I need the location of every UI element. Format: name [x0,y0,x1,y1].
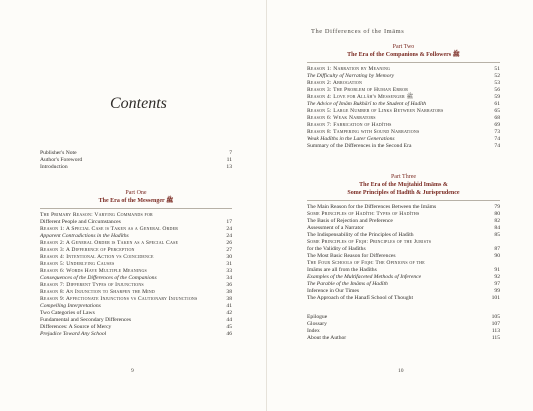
part-one-heading: The Era of the Messenger ﷺ [98,198,174,204]
divider [40,208,232,209]
left-folio: 9 [131,368,134,374]
part-three-heading-line1: The Era of the Mujtahid Imāms & [359,182,448,188]
part-three-heading-line2: Some Principles of Hadīth & Jurisprudence [347,190,460,196]
left-page: Contents Publisher's Note 7 Author's Foreword 11 Introduction 13 Part One The Era of the Messenger ﷺ The Primary Reason: Varying Commands for Different People and Circumstances 17 Reason 1: A Special Case is Taken as a General Order 24 Apparent Contradictions in the Hadīths 24 Reason 2: A General Order is Taken as a Special Case 26 Reason 3: A Difference of Perception 27 Reason 4: Intentional Action vs Coincidence 30 Reason 5: Underlying Causes 31 Reason 6: Words Have Multiple Meanings 33 Consequences of the Differences of the Companions 34 Reason 7: Different Types of Injunctions 36 Reason 8: An Injunction to Sharpen the Mind 38 Reason 9: Affectionate Injunctions vs Cautionary Injunctions 38 Compelling Interpretations 41 Two Categories of Laws 42 Fundamental and Secondary Differences 44 Differences: A Source of Mercy 45 Prejudice Toward Any School 46 9 [40,95,232,374]
divider [307,62,500,63]
running-head: The Differences of the Imāms [311,28,405,35]
contents-title: Contents [110,95,167,112]
part-two-label: Part Two [392,44,415,50]
part-two-heading: The Era of the Companions & Followers ﷺ [347,52,460,58]
divider [307,200,500,201]
part-one-label: Part One [125,190,147,196]
right-folio: 10 [398,368,404,374]
right-page: The Differences of the Imāms Part Two The Era of the Companions & Followers ﷺ Reason 1: Narration by Meaning 51 The Difficulty of Narrating by Memory 52 Reason 2: Abrogation 53 Reason 3: The Problem of Human Error 56 Reason 4: Love for Allāh's Messenger ﷺ 59 The Advice of Imām Bukhārī to the Student of Hadīth 61 Reason 5: Large Number of Links Between Narrators 65 Reason 6: Weak Narrators 68 Reason 7: Fabrication of Hadīths 69 Reason 8: Tampering with Sound Narrations 73 Weak Hadīths in the Later Generations 74 Summary of the Differences in the Second Era 74 Part Three The Era of the Mujtahid Imāms & Some Principles of Hadīth & Jurisprudence The Main Reason for the Differences Between the Imāms 79 Some Principles of Hadīth: Types of Hadīths 80 The Basis of Rejection and Preference 82 Assessment of a Narrator 84 The Indispensability of the Principles of Hadīth 85 Some Principles of Fiqh: Principles of the Jurists for the Validity of Hadīths 87 The Most Basic Reason for Differences 90 The Four Schools of Fiqh: The Opinions of the Imāms are all from the Hadīths 91 Examples of the Multifaceted Methods of Inference 92 The Parable of the Imāms of Hadīth 97 Inference in Our Times 99 The Approach of the Hanafī School of Thought 101 Epilogue 105 Glossary 107 Index 113 About the Author 115 10 [307,28,500,374]
part-three-label: Part Three [390,174,417,180]
